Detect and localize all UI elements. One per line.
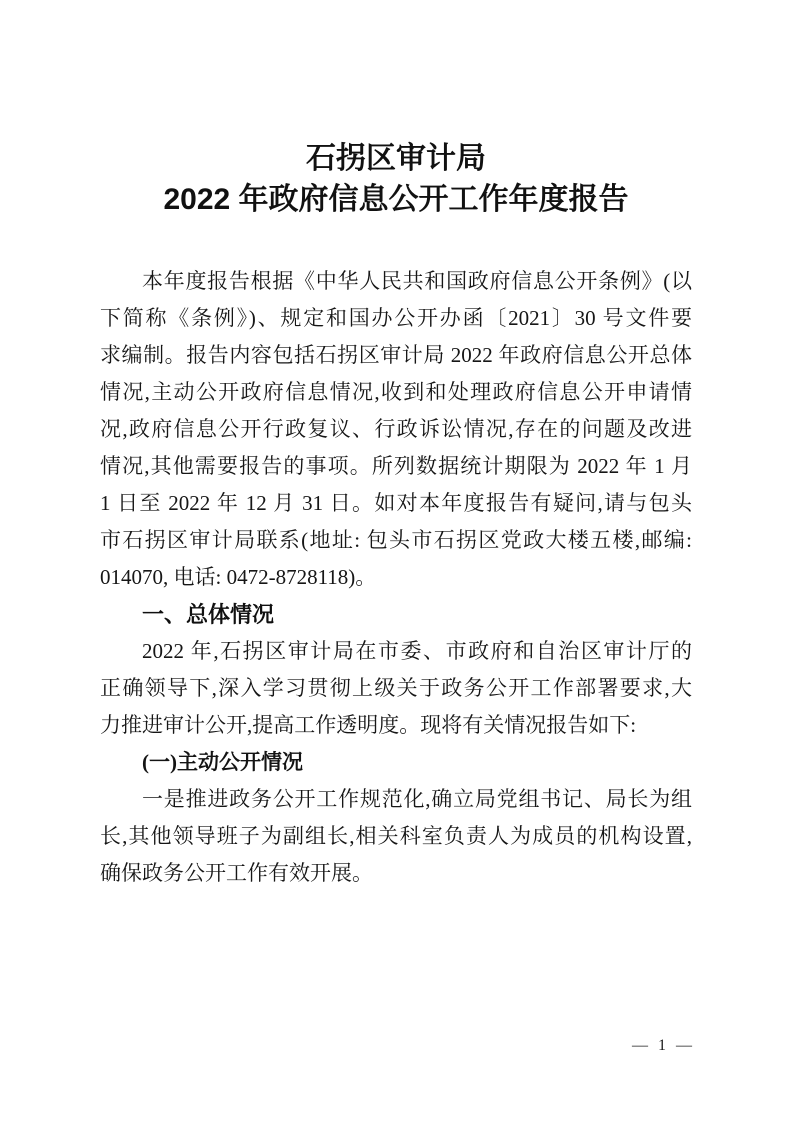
section-heading-overall: 一、总体情况 xyxy=(142,602,275,627)
text-line: 市石拐区审计局联系(地址: 包头市石拐区党政大楼五楼,邮编: xyxy=(100,528,692,552)
title-line-1: 石拐区审计局 xyxy=(306,142,486,175)
text-line: 求编制。报告内容包括石拐区审计局 2022 年政府信息公开总体 xyxy=(100,343,692,367)
subsection1-paragraph xyxy=(100,781,692,892)
text-line: 力推进审计公开,提高工作透明度。现将有关情况报告如下: xyxy=(100,713,637,737)
text-line: 情况,主动公开政府信息情况,收到和处理政府信息公开申请情 xyxy=(100,380,692,404)
text-line: 本年度报告根据《中华人民共和国政府信息公开条例》(以 xyxy=(142,269,692,293)
text-line: 1 日至 2022 年 12 月 31 日。如对本年度报告有疑问,请与包头 xyxy=(100,491,692,515)
section1-paragraph xyxy=(100,633,692,744)
text-line: 一是推进政务公开工作规范化,确立局党组书记、局长为组 xyxy=(142,787,692,811)
text-line: 情况,其他需要报告的事项。所列数据统计期限为 2022 年 1 月 xyxy=(100,454,692,478)
intro-paragraph xyxy=(100,263,692,596)
text-line: 确保政务公开工作有效开展。 xyxy=(100,861,373,885)
page-number: — 1 — xyxy=(632,1037,692,1054)
text-line: 正确领导下,深入学习贯彻上级关于政务公开工作部署要求,大 xyxy=(100,676,692,700)
text-line: 况,政府信息公开行政复议、行政诉讼情况,存在的问题及改进 xyxy=(100,417,692,441)
text-line: 下简称《条例》)、规定和国办公开办函〔2021〕30 号文件要 xyxy=(100,306,692,330)
title-line-2: 2022 年政府信息公开工作年度报告 xyxy=(163,183,629,216)
text-line: 长,其他领导班子为副组长,相关科室负责人为成员的机构设置, xyxy=(100,824,692,848)
text-column xyxy=(100,0,692,892)
subsection-heading-proactive-disclosure: (一)主动公开情况 xyxy=(142,750,303,774)
text-line: 2022 年,石拐区审计局在市委、市政府和自治区审计厅的 xyxy=(142,639,692,663)
text-line: 014070, 电话: 0472-8728118)。 xyxy=(100,565,377,589)
document-title xyxy=(100,138,692,220)
